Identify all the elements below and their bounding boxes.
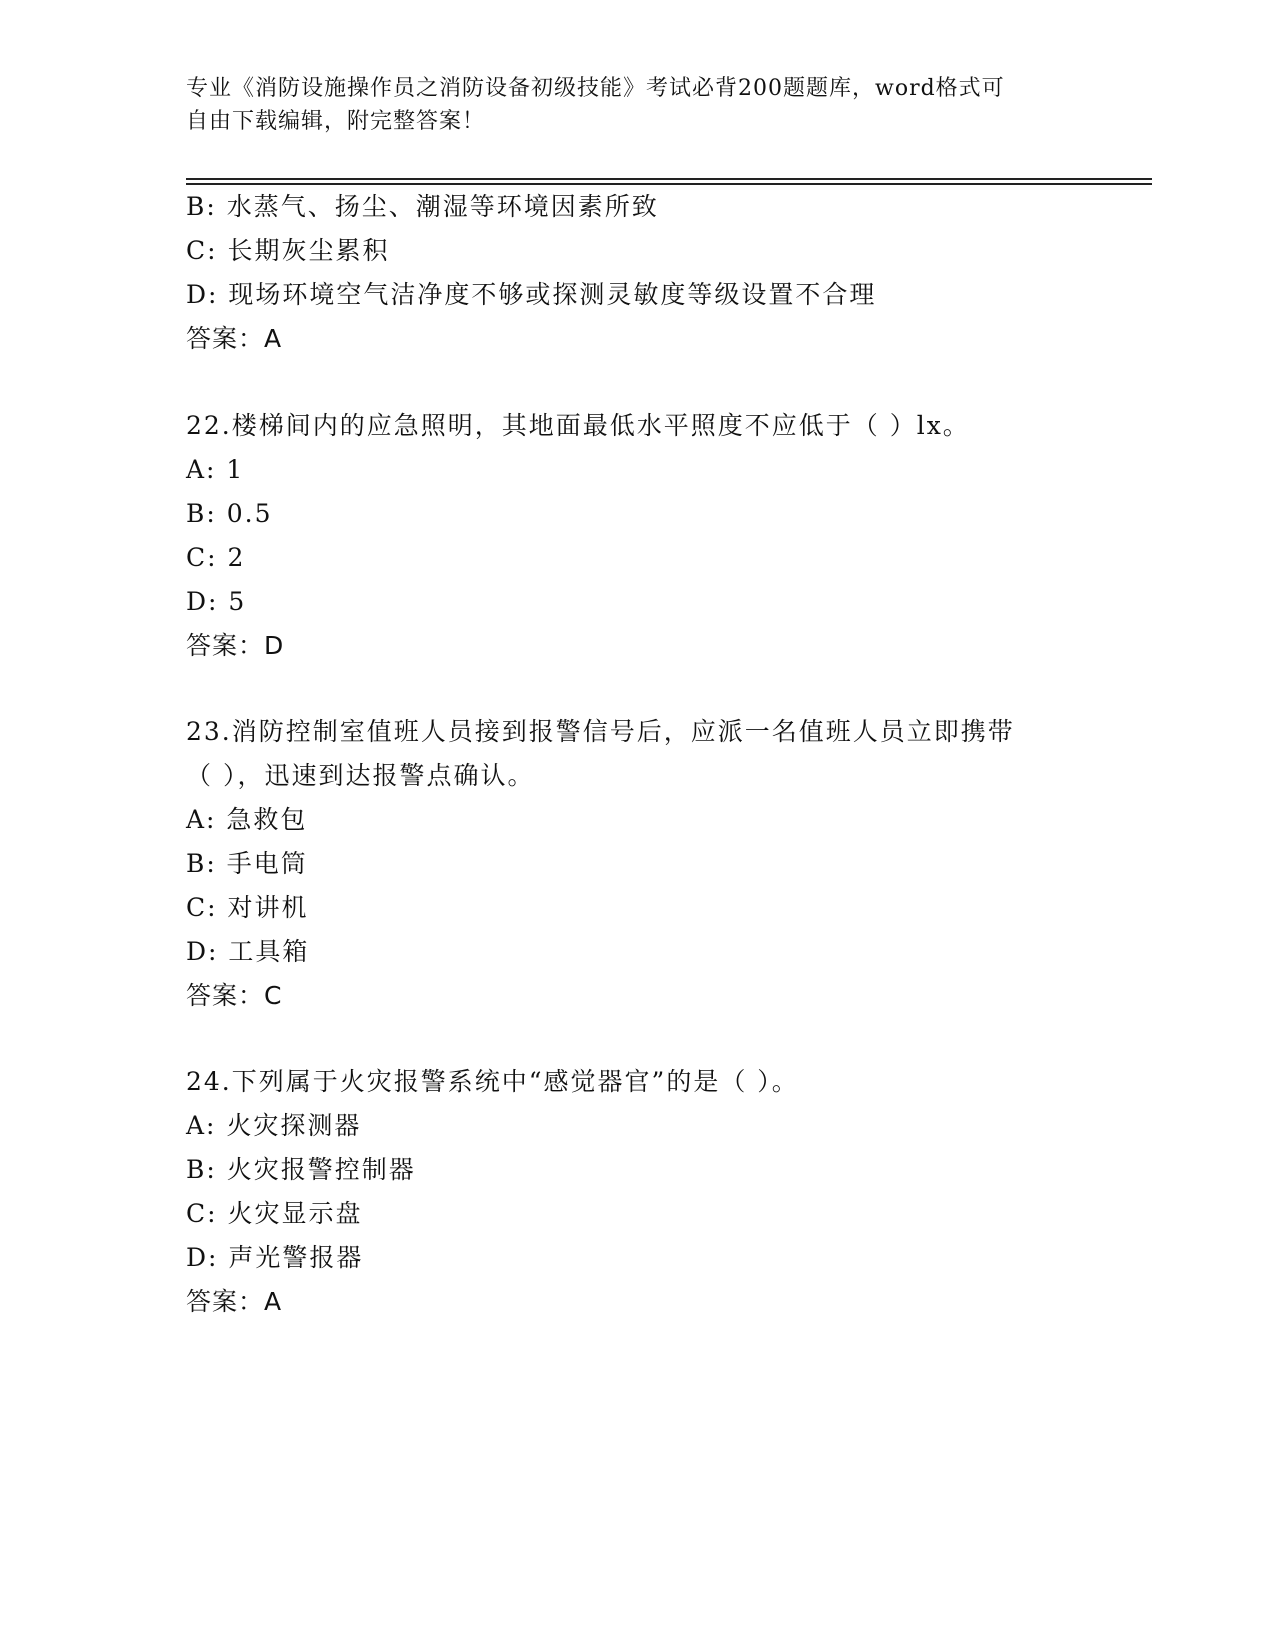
answer-text: 答案：A: [186, 324, 283, 353]
header-divider-bottom: [186, 183, 1152, 185]
option-c: C: 长期灰尘累积: [186, 236, 390, 265]
answer-text: 答案：C: [186, 981, 283, 1010]
header-line-2: 自由下载编辑，附完整答案！: [186, 109, 486, 134]
header-divider-top: [186, 178, 1152, 180]
option-d: D: 工具箱: [186, 937, 310, 966]
document-header: [186, 72, 1086, 138]
option-a: A: 1: [186, 455, 245, 484]
option-c: C: 2: [186, 543, 246, 572]
option-d: D: 现场环境空气洁净度不够或探测灵敏度等级设置不合理: [186, 280, 877, 309]
option-b: B: 0.5: [186, 499, 273, 528]
option-a: A: 急救包: [186, 805, 308, 834]
answer-text: 答案：A: [186, 1287, 283, 1316]
question-23-text-line-1: 23.消防控制室值班人员接到报警信号后，应派一名值班人员立即携带: [186, 717, 1015, 746]
option-c: C: 对讲机: [186, 893, 309, 922]
option-d: D: 5: [186, 587, 247, 616]
option-a: A: 火灾探测器: [186, 1111, 362, 1140]
answer-text: 答案：D: [186, 631, 285, 660]
option-c: C: 火灾显示盘: [186, 1199, 363, 1228]
question-22-text: 22.楼梯间内的应急照明，其地面最低水平照度不应低于（ ）lx。: [186, 411, 970, 440]
option-d: D: 声光警报器: [186, 1243, 364, 1272]
option-b: B: 火灾报警控制器: [186, 1155, 416, 1184]
question-24-text: 24.下列属于火灾报警系统中“感觉器官”的是（ ）。: [186, 1067, 799, 1096]
question-23-text-line-2: （ ），迅速到达报警点确认。: [186, 761, 535, 790]
header-line-1: 专业《消防设施操作员之消防设备初级技能》考试必背200题题库，word格式可: [186, 76, 1005, 101]
option-b: B: 手电筒: [186, 849, 308, 878]
option-b: B: 水蒸气、扬尘、潮湿等环境因素所致: [186, 192, 659, 221]
